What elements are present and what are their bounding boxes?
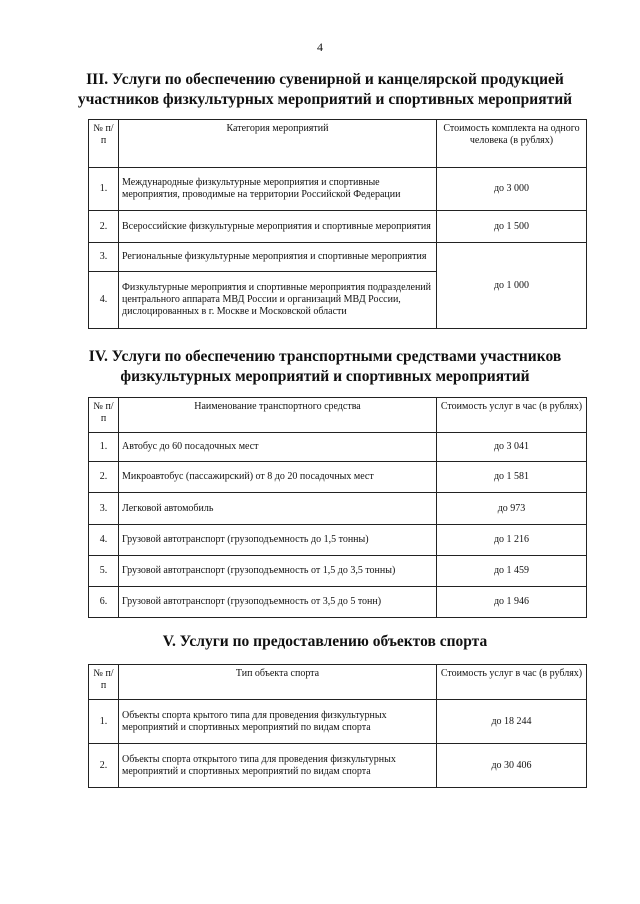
row-text: Региональные физкультурные мероприятия и спортивные мероприятия — [119, 243, 437, 272]
row-price: до 1 581 — [437, 462, 587, 493]
row-price: до 1 946 — [437, 587, 587, 618]
table-row — [89, 700, 587, 744]
section-3-title — [40, 70, 610, 110]
row-price: до 1 500 — [437, 211, 587, 243]
table-row — [89, 243, 587, 272]
row-num: 2. — [89, 462, 119, 493]
header-facility-type: Тип объекта спорта — [119, 665, 437, 700]
row-text: Микроавтобус (пассажирский) от 8 до 20 посадочных мест — [119, 462, 437, 493]
header-price: Стоимость услуг в час (в рублях) — [437, 398, 587, 433]
section-3-table — [88, 119, 587, 329]
header-num: № п/п — [89, 665, 119, 700]
header-category: Категория мероприятий — [119, 120, 437, 168]
row-text: Физкультурные мероприятия и спортивные мероприятия подразделений центрального аппарата МВД России и организаций МВД России, дислоцированных в г. Москве и Московской области — [119, 272, 437, 329]
table-row — [89, 556, 587, 587]
header-price: Стоимость услуг в час (в рублях) — [437, 665, 587, 700]
row-text: Грузовой автотранспорт (грузоподъемность от 3,5 до 5 тонн) — [119, 587, 437, 618]
row-price: до 18 244 — [437, 700, 587, 744]
section-5-title — [40, 632, 610, 652]
header-vehicle: Наименование транспортного средства — [119, 398, 437, 433]
row-price: до 973 — [437, 493, 587, 525]
row-text: Легковой автомобиль — [119, 493, 437, 525]
section-4-table — [88, 397, 587, 618]
row-price: до 3 000 — [437, 168, 587, 211]
row-num: 3. — [89, 493, 119, 525]
row-price: до 3 041 — [437, 433, 587, 462]
section-3-title-line-2: участников физкультурных мероприятий и спортивных мероприятий — [77, 91, 573, 108]
row-num: 4. — [89, 272, 119, 329]
row-price: до 1 459 — [437, 556, 587, 587]
row-text: Грузовой автотранспорт (грузоподъемность до 1,5 тонны) — [119, 525, 437, 556]
row-text: Грузовой автотранспорт (грузоподъемность от 1,5 до 3,5 тонны) — [119, 556, 437, 587]
row-num: 1. — [89, 433, 119, 462]
table-row — [89, 433, 587, 462]
header-price: Стоимость комплекта на одного человека (в рублях) — [437, 120, 587, 168]
table-row — [89, 462, 587, 493]
table-row — [89, 211, 587, 243]
row-price-merged: до 1 000 — [437, 243, 587, 329]
row-price: до 1 216 — [437, 525, 587, 556]
row-num: 2. — [89, 744, 119, 788]
row-num: 5. — [89, 556, 119, 587]
row-text: Объекты спорта крытого типа для проведения физкультурных мероприятий и спортивных мероприятий по видам спорта — [119, 700, 437, 744]
row-num: 4. — [89, 525, 119, 556]
row-text: Объекты спорта открытого типа для проведения физкультурных мероприятий и спортивных мероприятий по видам спорта — [119, 744, 437, 788]
section-5-title-line-1: V. Услуги по предоставлению объектов спорта — [162, 633, 488, 650]
page-number: 4 — [317, 40, 323, 54]
table-row — [89, 587, 587, 618]
row-num: 2. — [89, 211, 119, 243]
table-header-row — [89, 120, 587, 168]
row-num: 1. — [89, 700, 119, 744]
section-4-title — [40, 347, 610, 387]
row-num: 3. — [89, 243, 119, 272]
table-row — [89, 168, 587, 211]
row-price: до 30 406 — [437, 744, 587, 788]
table-row — [89, 493, 587, 525]
table-header-row — [89, 398, 587, 433]
row-num: 1. — [89, 168, 119, 211]
section-4-title-line-2: физкультурных мероприятий и спортивных мероприятий — [120, 368, 530, 385]
row-num: 6. — [89, 587, 119, 618]
header-num: № п/п — [89, 398, 119, 433]
row-text: Международные физкультурные мероприятия и спортивные мероприятия, проводимые на территории Российской Федерации — [119, 168, 437, 211]
section-4-title-line-1: IV. Услуги по обеспечению транспортными средствами участников — [88, 348, 562, 365]
table-row — [89, 744, 587, 788]
row-text: Автобус до 60 посадочных мест — [119, 433, 437, 462]
table-row — [89, 525, 587, 556]
header-num: № п/п — [89, 120, 119, 168]
row-text: Всероссийские физкультурные мероприятия и спортивные мероприятия — [119, 211, 437, 243]
section-5-table — [88, 664, 587, 788]
section-3-title-line-1: III. Услуги по обеспечению сувенирной и канцелярской продукцией — [86, 71, 564, 88]
table-header-row — [89, 665, 587, 700]
